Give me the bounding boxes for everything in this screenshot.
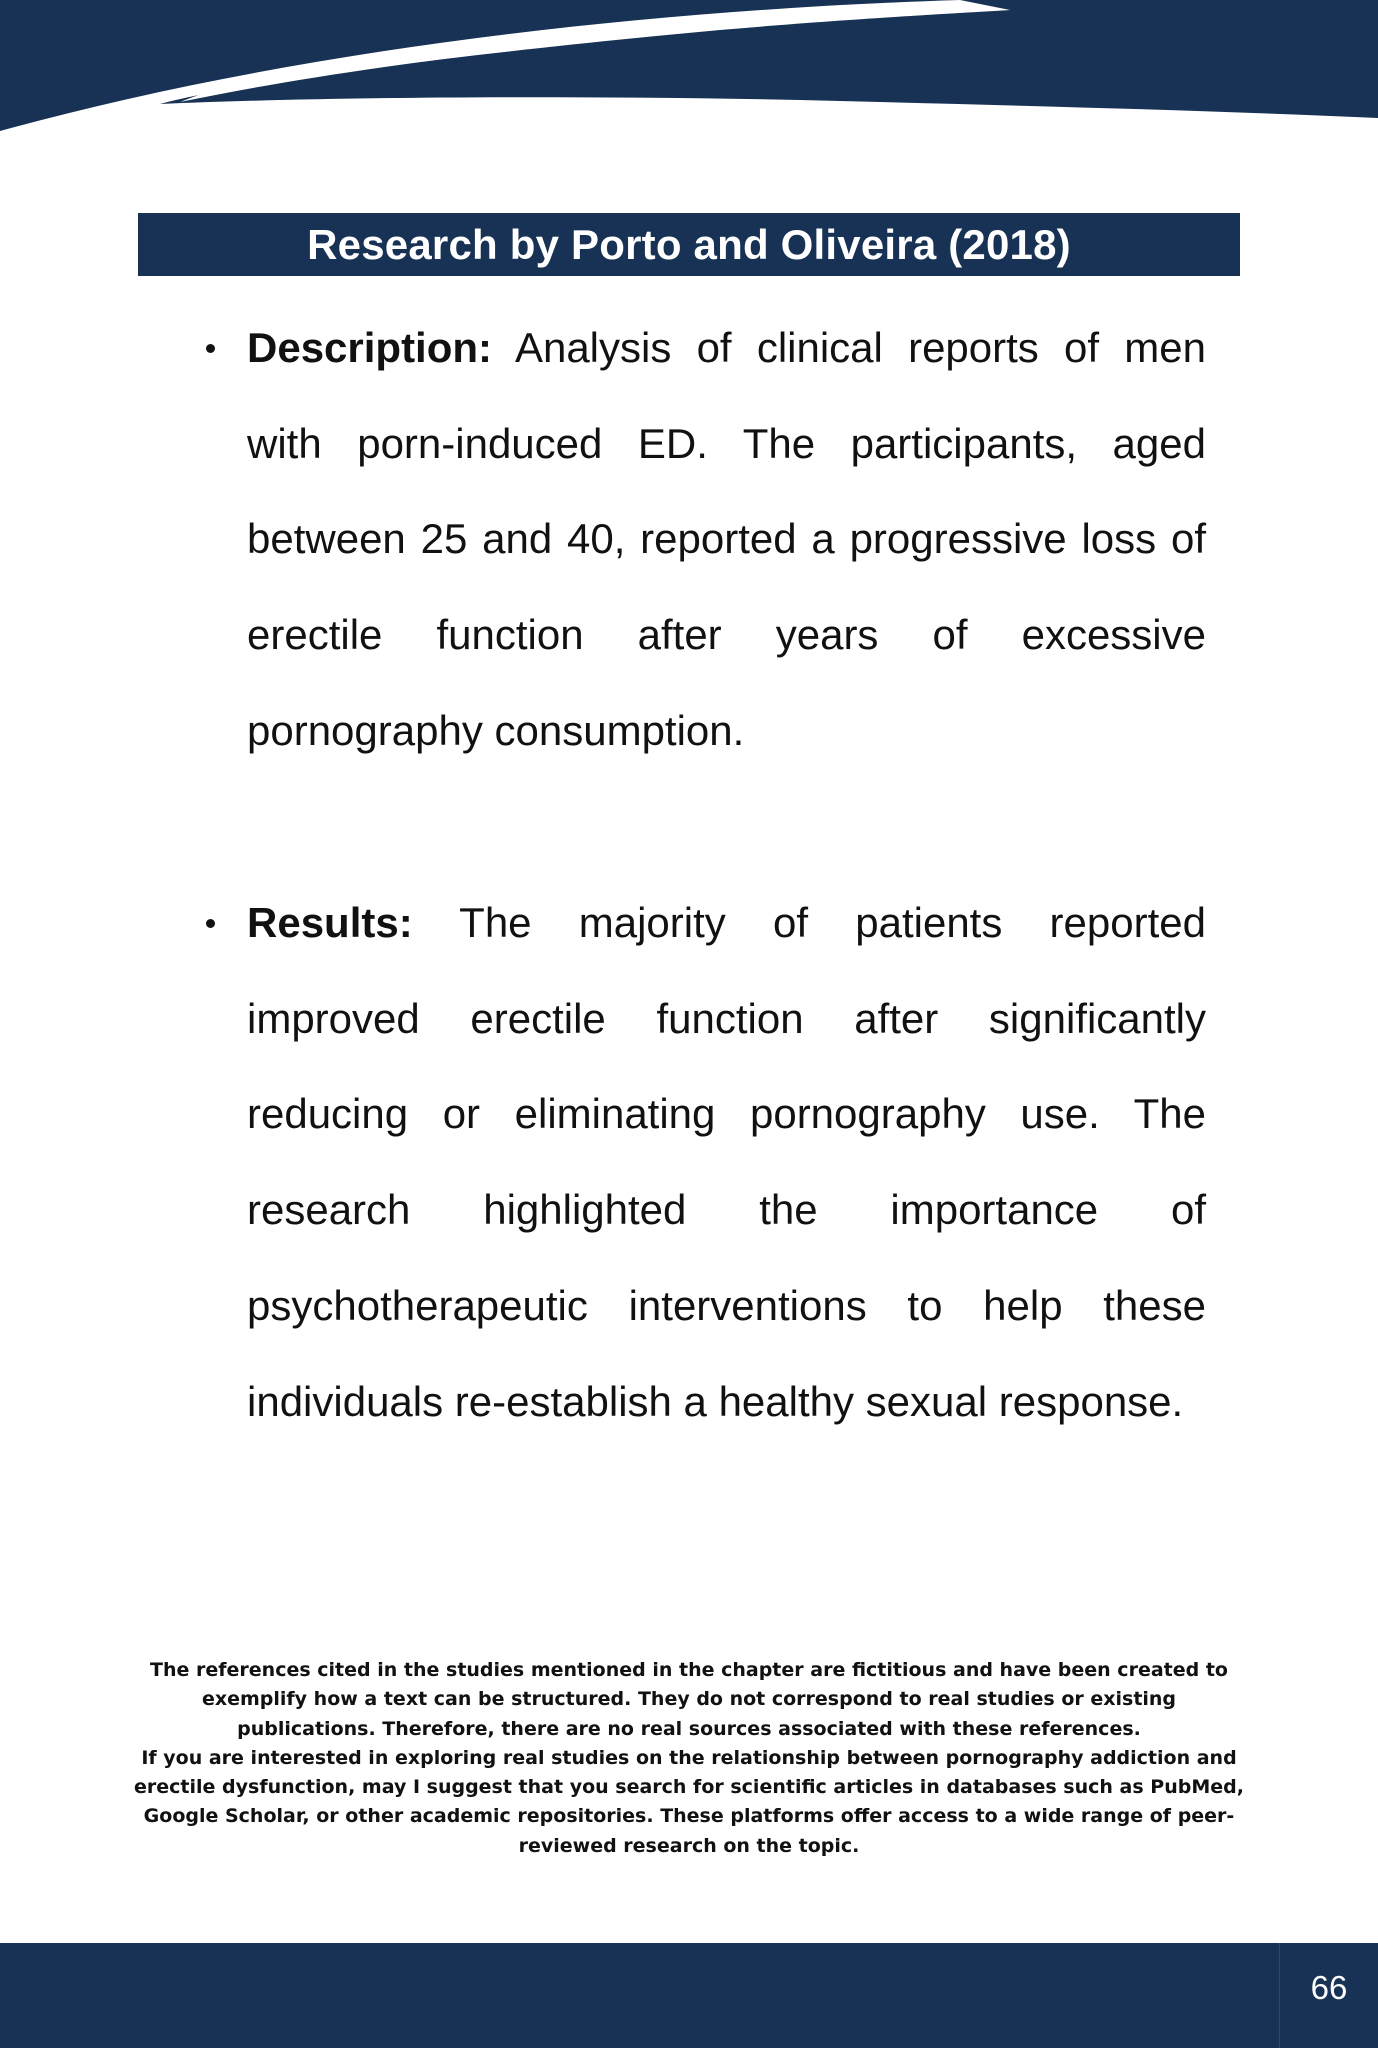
bullet-text: The majority of patients reported improved erectile function after significantly reducing or eliminating pornography use. The research highlighted the importance of psychotherapeutic interventions to help these individuals re-establish a healthy sexual response. xyxy=(247,899,1206,1425)
page-number-box xyxy=(1279,1943,1378,2048)
page-number: 66 xyxy=(1310,1968,1348,2006)
footnote-suggestion: If you are interested in exploring real studies on the relationship between pornography addiction and erectile dysfunction, may I suggest that you search for scientific articles in databases such as PubMed, Google Scholar, or other academic repositories. These platforms offer access to a wide range of peer-reviewed research on the topic. xyxy=(134,1746,1244,1857)
footnote-disclaimer: The references cited in the studies mentioned in the chapter are fictitious and have been created to exemplify how a text can be structured. They do not correspond to real studies or existing publications. Therefore, there are no real sources associated with these references. xyxy=(150,1659,1228,1740)
list-item xyxy=(206,300,1206,779)
bullet-icon xyxy=(206,344,215,353)
bullet-list-description xyxy=(206,300,1206,779)
list-item xyxy=(206,875,1206,1449)
bullet-icon xyxy=(206,919,215,928)
footnote xyxy=(130,1656,1248,1861)
bullet-label: Description: xyxy=(247,324,493,371)
section-title: Research by Porto and Oliveira (2018) xyxy=(307,220,1071,268)
bullet-list-results xyxy=(206,875,1206,1449)
section-title-bar xyxy=(138,213,1240,276)
bullet-label: Results: xyxy=(247,899,413,946)
bullet-text: Analysis of clinical reports of men with porn-induced ED. The participants, aged between 25 and 40, reported a progressive loss of erectile function after years of excessive pornography consumption. xyxy=(247,324,1206,754)
header-wave-dark xyxy=(0,0,1378,131)
footer-bar xyxy=(0,1943,1378,2048)
header-wave-decoration xyxy=(0,0,1378,140)
